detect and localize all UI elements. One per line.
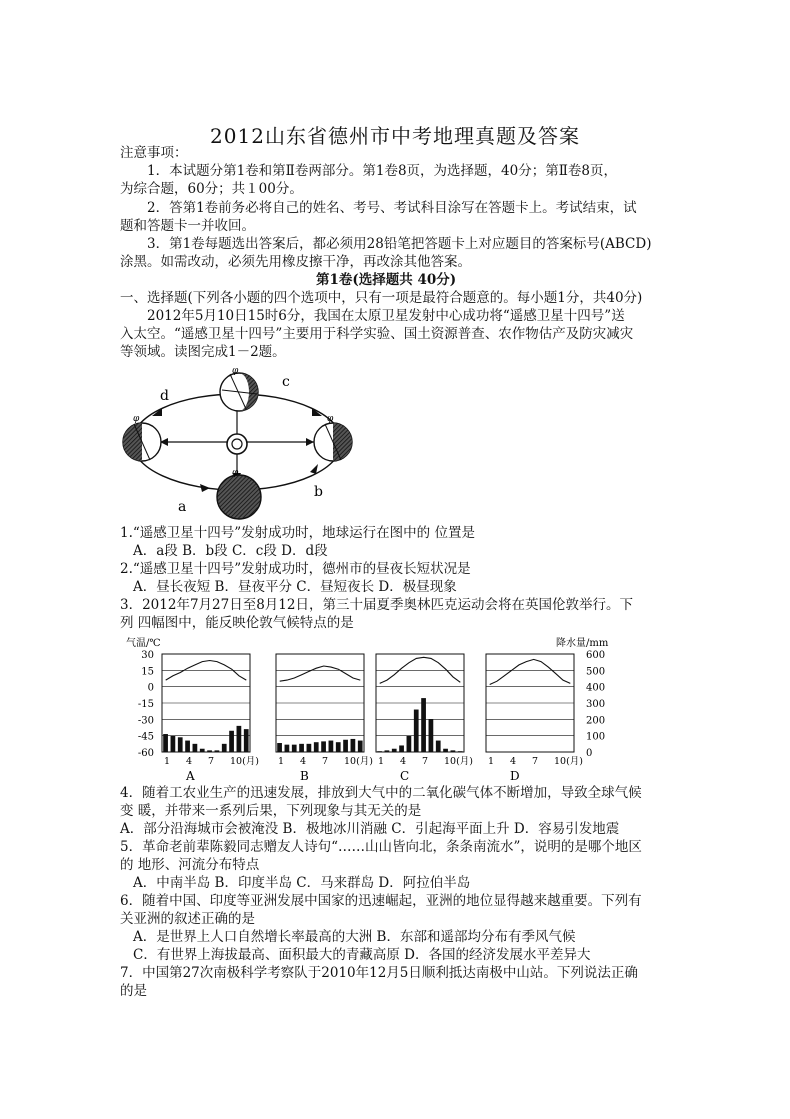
precip-bar xyxy=(451,750,456,752)
q5-options: A．中南半岛 B．印度半岛 C．马来群岛 D．阿拉伯半岛 xyxy=(133,875,471,891)
precip-tick-label: 600 xyxy=(586,650,606,661)
temp-tick-label: 0 xyxy=(147,682,154,694)
precip-bar xyxy=(358,741,363,752)
pole-label-right: φ xyxy=(327,414,334,424)
month-tick-label: 10(月) xyxy=(554,756,584,767)
month-tick-label: 1 xyxy=(278,756,285,767)
passage-line-3: 等领域。读图完成1－2题。 xyxy=(120,344,286,360)
month-tick-label: 10(月) xyxy=(444,756,474,767)
notice-line-4: 题和答题卡一并收回。 xyxy=(120,218,255,234)
precip-tick-label: 100 xyxy=(586,731,606,743)
precip-tick-label: 300 xyxy=(586,699,606,710)
instruction: 一、选择题(下列各小题的四个选项中，只有一项是最符合题意的。每小题1分，共40分) xyxy=(120,290,643,306)
precip-bar xyxy=(329,741,334,752)
temp-tick-label: 30 xyxy=(141,650,154,661)
precip-bar xyxy=(458,751,463,752)
panel-label: A xyxy=(186,769,195,783)
precip-bar xyxy=(407,736,412,752)
orbit-label-b: b xyxy=(314,484,323,500)
precip-bar xyxy=(237,726,242,752)
precip-bar xyxy=(193,744,198,752)
notice-line-5: 3．第1卷每题选出答案后，都必须用28铅笔把答题卡上对应题目的答案标号(ABCD) xyxy=(147,236,652,252)
precip-bar xyxy=(399,745,404,752)
month-tick-label: 10(月) xyxy=(230,756,260,767)
q1-stem: 1.“遥感卫星十四号”发射成功时，地球运行在图中的 位置是 xyxy=(120,525,475,541)
month-tick-label: 7 xyxy=(322,756,329,767)
q7-stem-2: 的是 xyxy=(120,983,147,999)
left-axis-label: 气温/℃ xyxy=(126,638,161,649)
orbit-arrow-d xyxy=(152,408,162,416)
arrow-right xyxy=(306,438,314,446)
temp-tick-label: -30 xyxy=(137,715,154,727)
temp-tick-label: -60 xyxy=(137,748,154,759)
month-tick-label: 1 xyxy=(488,756,495,767)
panel-label: B xyxy=(300,769,309,783)
precip-bar xyxy=(429,719,434,752)
precip-bar xyxy=(314,742,319,752)
precip-bar xyxy=(292,745,297,752)
precip-bar xyxy=(163,734,168,752)
climate-panel-A xyxy=(162,654,259,783)
notice-line-6: 涂黑。如需改动，必须先用橡皮擦干净，再改涂其他答案。 xyxy=(120,254,471,270)
temp-tick-label: -15 xyxy=(137,699,154,710)
panel-label: C xyxy=(400,769,410,783)
precip-bar xyxy=(436,741,441,752)
pole-label-bottom: φ xyxy=(232,468,239,478)
precip-tick-label: 500 xyxy=(586,666,606,678)
precip-tick-label: 200 xyxy=(586,715,606,727)
precip-bar xyxy=(200,749,205,752)
precip-bar xyxy=(277,743,282,752)
q6-stem-1: 6．随着中国、印度等亚洲发展中国家的迅速崛起，亚洲的地位显得越来越重要。下列有 xyxy=(120,893,642,909)
right-axis-label: 降水量/mm xyxy=(556,638,609,649)
precip-bar xyxy=(414,710,419,752)
orbit-arrow-a xyxy=(200,484,210,492)
precip-bar xyxy=(385,750,390,752)
notice-line-2: 为综合题，60分；共１00分。 xyxy=(120,181,303,197)
precip-bar xyxy=(171,736,176,752)
climate-panel-C xyxy=(376,654,473,783)
q7-stem-1: 7．中国第27次南极科学考察队于2010年12月5日顺利抵达南极中山站。下列说法正确 xyxy=(120,965,638,981)
precip-bar xyxy=(443,749,448,752)
q3-stem-1: 3．2012年7月27日至8月12日，第三十届夏季奥林匹克运动会将在英国伦敦举行。下 xyxy=(120,597,633,613)
q4-stem-2: 变 暖，并带来一系列后果，下列现象与其无关的是 xyxy=(120,803,422,819)
q6-option-line-2: C．有世界上海拔最高、面积最大的青藏高原 D．各国的经济发展水平差异大 xyxy=(133,947,591,963)
panel-label: D xyxy=(510,769,520,783)
earth-left-icon xyxy=(123,423,161,461)
q5-stem-2: 的 地形、河流分布特点 xyxy=(120,857,260,873)
passage-line-2: 入太空。“遥感卫星十四号”主要用于科学实验、国土资源普查、农作物估产及防灾减灾 xyxy=(120,326,634,342)
month-tick-label: 4 xyxy=(510,756,517,767)
temp-tick-label: 15 xyxy=(141,666,154,678)
q2-options: A．昼长夜短 B．昼夜平分 C．昼短夜长 D．极昼现象 xyxy=(133,579,457,595)
earth-bottom-icon xyxy=(217,475,261,519)
precip-bar xyxy=(244,729,249,752)
month-tick-label: 7 xyxy=(208,756,215,767)
precip-bar xyxy=(178,737,183,752)
orbit-label-d: d xyxy=(160,388,169,404)
notice-line-3: 2．答第1卷前务必将自己的姓名、考号、考试科目涂写在答题卡上。考试结束，试 xyxy=(147,200,637,216)
page-title: 2012山东省德州市中考地理真题及答案 xyxy=(210,124,580,148)
precip-bar xyxy=(222,744,227,752)
precip-bar xyxy=(185,741,190,752)
earth-right-icon xyxy=(314,423,352,461)
month-tick-label: 4 xyxy=(400,756,407,767)
section-title: 第1卷(选择题共 40分) xyxy=(316,272,457,288)
pole-label-top: φ xyxy=(232,366,239,376)
month-tick-label: 4 xyxy=(186,756,193,767)
precip-tick-label: 400 xyxy=(586,682,606,694)
q6-option-line-1: A．是世界上人口自然增长率最高的大洲 B．东部和遥部均分布有季风气候 xyxy=(133,929,576,945)
month-tick-label: 1 xyxy=(164,756,171,767)
precip-bar xyxy=(321,741,326,752)
month-tick-label: 1 xyxy=(378,756,385,767)
q4-options: A．部分沿海城市会被淹没 B．极地冰川消融 C．引起海平面上升 D．容易引发地震 xyxy=(120,821,620,837)
orbit-label-a: a xyxy=(178,499,187,515)
precip-bar xyxy=(215,750,220,752)
temp-tick-label: -45 xyxy=(137,731,154,743)
month-tick-label: 10(月) xyxy=(344,756,374,767)
passage-line-1: 2012年5月10日15时6分，我国在太原卫星发射中心成功将“遥感卫星十四号”送 xyxy=(147,308,625,324)
climate-panel-D xyxy=(486,654,583,783)
precip-tick-label: 0 xyxy=(586,748,593,759)
q6-stem-2: 关亚洲的叙述正确的是 xyxy=(120,911,255,927)
precip-bar xyxy=(307,744,312,752)
precip-bar xyxy=(285,745,290,752)
pole-label-left: φ xyxy=(133,414,140,424)
precip-bar xyxy=(392,749,397,752)
orbit-arrow-c xyxy=(312,408,322,416)
q3-stem-2: 列 四幅图中，能反映伦敦气候特点的是 xyxy=(120,615,354,631)
month-tick-label: 7 xyxy=(422,756,429,767)
month-tick-label: 7 xyxy=(532,756,539,767)
q1-options: A．a段 B．b段 C．c段 D．d段 xyxy=(133,543,328,559)
precip-bar xyxy=(343,740,348,752)
precip-bar xyxy=(299,744,304,752)
precip-bar xyxy=(229,731,234,752)
precip-bar xyxy=(421,698,426,752)
q2-stem: 2.“遥感卫星十四号”发射成功时，德州市的昼夜长短状况是 xyxy=(120,561,471,577)
precip-bar xyxy=(377,751,382,752)
climate-charts xyxy=(120,634,620,784)
q5-stem-1: 5．革命老前辈陈毅同志赠友人诗句“……山山皆向北，条条南流水”，说明的是哪个地区 xyxy=(120,839,642,855)
climate-panel-B xyxy=(276,654,373,783)
notice-line-1: 1．本试题分第1卷和第Ⅱ卷两部分。第1卷8页，为选择题，40分；第Ⅱ卷8页， xyxy=(147,163,617,179)
precip-bar xyxy=(336,742,341,752)
q4-stem-1: 4．随着工农业生产的迅速发展，排放到大气中的二氧化碳气体不断增加，导致全球气候 xyxy=(120,785,642,801)
orbit-label-c: c xyxy=(282,374,290,390)
precip-bar xyxy=(351,739,356,752)
notice-heading: 注意事项： xyxy=(120,145,188,161)
month-tick-label: 4 xyxy=(300,756,307,767)
orbit-figure xyxy=(112,364,362,524)
precip-bar xyxy=(207,750,212,752)
earth-top-icon xyxy=(220,373,258,411)
